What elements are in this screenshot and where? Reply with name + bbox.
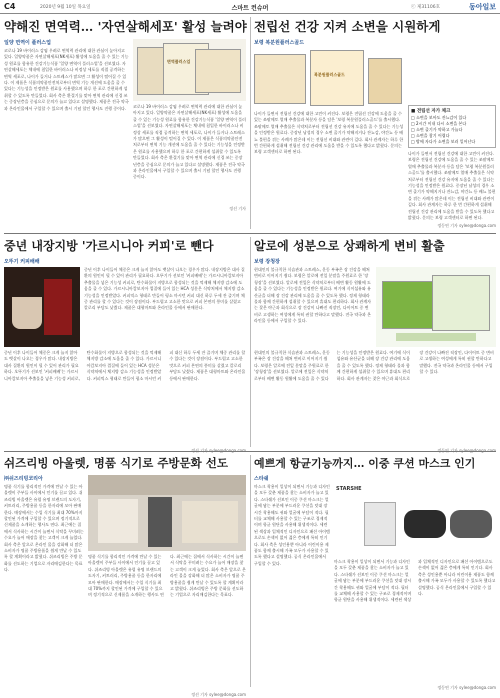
article-body-continued: 코로나 19 바이러스 감염 우려로 면역력 관리에 대한 관심이 높아지고 있다. 일양약품은 자연살해세포(NK세포) 활성에 도움을 줄 수 있는 기능성 원료를 함유한 건강기능식품 '일양 면역이 플러스업'을 선보였다. 자연살해세포는 체내에 침입한 바이러스나 비정상 세포를 직접 공격하는 면역 세포로, 나이가 들거나 스트레스가 많으면 그 활성이 떨어질 수 있다. 이 제품은 식품의약품안전처로부터 면역 기능 개선에 도움을 줄 수 있다는 기능성을 인정받은 원료를 사용했으며 하루 한 포로 간편하게 섭취할 수 있도록 만들었다. 회사 측은 환절기를 맞아 면역 관리에 신경 쓰는 중장년층을 중심으로 문의가 늘고 있다고 설명했다. 제품은 전국 약국과 온라인몰에서 구입할 수 있으며 출시 기념 할인 행사도 진행 중이다.: [133, 104, 247, 180]
product-image: [254, 48, 404, 108]
article-subhead: ㈜쉬즈리빙코리아: [4, 476, 43, 482]
article-immunity: [4, 17, 246, 229]
product-image: [334, 484, 496, 556]
checklist-item: □ 소변 줄기가 약하고 가늘다: [411, 127, 463, 132]
article-body-continued: 마스크 착용이 일상이 되면서 기능과 디자인을 모두 갖춘 제품을 찾는 소비자가 늘고 있다. 스타쉐가 선보인 이중 쿠션 마스크는 얼굴에 닿는 부분에 부드러운 쿠션을 덧대 장시간 착용해도 귀와 얼굴에 부담이 적다. 필터를 교체해 사용할 수 있는 구조로 경제적이며 항균 원단을 사용해 위생적이다. 세련된 색상과 입체적인 디자인으로 패션 아이템으로도 손색이 없어 젊은 층에게 특히 인기다. 회사 측은 성인용뿐 아니라 어린이용 제품도 함께 출시해 가족 모두가 사용할 수 있도록 했다고 설명했다. 공식 온라인몰에서 구입할 수 있다.: [334, 559, 496, 603]
article-subhead: 오뚜기 커피배배: [4, 259, 40, 265]
article-body: 코로나 19 바이러스 감염 우려로 면역력 관리에 대한 관심이 높아지고 있다. 일양약품은 자연살해세포(NK세포) 활성에 도움을 줄 수 있는 기능성 원료를 함유한 건강기능식품 '일양 면역이 플러스업'을 선보였다. 자연살해세포는 체내에 침입한 바이러스나 비정상 세포를 직접 공격하는 면역 세포로, 나이가 들거나 스트레스가 많으면 그 활성이 떨어질 수 있다. 이 제품은 식품의약품안전처로부터 면역 기능 개선에 도움을 줄 수 있다는 기능성을 인정받은 원료를 사용했으며 하루 한 포로 간편하게 섭취할 수 있도록 만들었다. 회사 측은 환절기를 맞아 면역 관리에 신경 쓰는 중장년층을 중심으로 문의가 늘고 있다고 설명했다. 제품은 전국 약국과 온라인몰에서 구입할 수 있으며 출시 기념 할인 행사도 진행 중이다.: [4, 48, 129, 111]
article-subhead: 보령 장청장: [254, 259, 280, 265]
checklist-box: [408, 105, 496, 148]
article-body-continued: 명품 식기를 합리적인 가격에 만날 수 있는 아울렛이 주부들 사이에서 인기를 끌고 있다. 쉬즈리빙 아울렛은 유럽 유명 브랜드의 도자기, 커트러리, 주방용품 등을 한자리에 모아 판매한다. 매장에서는 수입 식기를 최대 70%까지 할인된 가격에 구입할 수 있으며 정기적으로 신제품을 소개하는 행사도 연다. 최근에는 집에서 식사하는 시간이 늘면서 식탁을 꾸미려는 수요가 늘어 매장을 찾는 고객이 크게 늘었다. 회사 측은 앞으로 온라인 몰을 강화해 더 많은 소비자가 명품 주방용품을 쉽게 만날 수 있도록 할 계획이라고 밝혔다. 쉬즈리빙은 주방 문화를 선도하는 기업으로 자리매김한다는 목표다.: [88, 554, 246, 598]
product-image: [376, 267, 496, 347]
product-label: 면역플러스업: [167, 59, 191, 64]
article-body-continued: 현대인의 불규칙한 식습관과 스트레스, 운동 부족은 장 건강을 해쳐 변비로 이어지기 쉽다. 보령은 알로에 전잎 분말을 주원료로 한 '장청장'을 선보였다. 알로에 전잎은 식약처로부터 배변 활동 원활에 도움을 줄 수 있다는 기능성을 인정받은 원료다. 여기에 식이섬유와 유산균을 더해 장 건강 관리에 도움을 줄 수 있도록 했다. 정제 형태라 물과 함께 간편하게 섭취할 수 있으며 휴대도 편리하다. 회사 관계자는 잦은 야근과 회식으로 장 건강이 나빠진 직장인, 다이어트 중 변비로 고생하는 여성에게 특히 권할 만하다고 말했다. 전국 약국과 온라인몰 등에서 구입할 수 있다.: [254, 350, 494, 381]
checklist-item: □ 소변을 참기 어렵다: [411, 133, 450, 138]
article-headline: 약해진 면역력… '자연살해세포' 활성 늘려야: [4, 19, 247, 34]
article-body: 명품 식기를 합리적인 가격에 만날 수 있는 아울렛이 주부들 사이에서 인기를 끌고 있다. 쉬즈리빙 아울렛은 유럽 유명 브랜드의 도자기, 커트러리, 주방용품 등을 한자리에 모아 판매한다. 매장에서는 수입 식기를 최대 70%까지 할인된 가격에 구입할 수 있으며 정기적으로 신제품을 소개하는 행사도 연다. 최근에는 집에서 식사하는 시간이 늘면서 식탁을 꾸미려는 수요가 늘어 매장을 찾는 고객이 크게 늘었다. 회사 측은 앞으로 온라인 몰을 강화해 더 많은 소비자가 명품 주방용품을 쉽게 만날 수 있도록 할 계획이라고 밝혔다. 쉬즈리빙은 주방 문화를 선도하는 기업으로 자리매김한다는 목표다.: [4, 484, 84, 573]
article-byline: 정선 기자 sylee@donga.com: [191, 692, 246, 697]
article-body: 중년 이후 나이들어 체중은 크게 늘지 않아도 뱃살이 나오는 경우가 많다. 내장지방은 대사 질환의 원인이 될 수 있어 관리가 필요하다. 오뚜기가 선보인 '커피배배'는 가르시니아캄보지아 추출물을 넣은 기능성 커피로, 탄수화물이 지방으로 합성되는 것을 억제해 체지방 감소에 도움을 줄 수 있다. 가르시니아캄보지아 껍질에 들어 있는 HCA 성분은 식약처에서 체지방 감소 기능성을 인정받았다. 커피믹스 형태로 만들어 평소 마시던 커피 대신 하루 두세 잔 즐기며 체중 관리를 할 수 있다는 것이 장점이다. 부드럽고 고소한 맛으로 커피 본연의 풍미를 살렸고 칼로리 부담도 낮췄다. 제품은 대형마트와 온라인몰 등에서 판매한다.: [84, 267, 245, 311]
article-body-continued: 나이가 들면서 전립선 건강에 대한 고민이 커진다. 보령은 전립선 건강에 도움을 줄 수 있는 쏘팔메토 열매 추출물과 복분자 등을 담은 '보령 복분원플러스골드'를 출시했다. 쏘팔메토 열매 추출물은 식약처로부터 전립선 건강 유지에 도움을 줄 수 있다는 기능성을 인정받은 원료다. 중장년 남성의 경우 소변 줄기가 약해지거나 잔뇨감, 야간뇨 등 배뇨 불편을 겪는 사례가 많은데 이는 전립선 비대와 관련이 깊다. 회사 관계자는 하루 한 번 간편하게 섭취해 전립선 건강 관리에 도움을 받을 수 있도록 했다고 밝혔다. 문의는 보령 고객센터로 하면 된다.: [408, 151, 496, 221]
article-body: 현대인의 불규칙한 식습관과 스트레스, 운동 부족은 장 건강을 해쳐 변비로 이어지기 쉽다. 보령은 알로에 전잎 분말을 주원료로 한 '장청장'을 선보였다. 알로에 전잎은 식약처로부터 배변 활동 원활에 도움을 줄 수 있다는 기능성을 인정받은 원료다. 여기에 식이섬유와 유산균을 더해 장 건강 관리에 도움을 줄 수 있도록 했다. 정제 형태라 물과 함께 간편하게 섭취할 수 있으며 휴대도 편리하다. 회사 관계자는 잦은 야근과 회식으로 장 건강이 나빠진 직장인, 다이어트 중 변비로 고생하는 여성에게 특히 권할 만하다고 말했다. 전국 약국과 온라인몰 등에서 구입할 수 있다.: [254, 267, 372, 324]
article-headline: 중년 내장지방 '가르시니아 커피'로 뺀다: [4, 239, 214, 253]
article-headline: 쉬즈리빙 아울렛, 명품 식기로 주방문화 선도: [4, 456, 228, 470]
page-header: [0, 0, 500, 14]
article-headline: 예쁘게 항균기능까지… 이중 쿠션 마스크 인기: [254, 457, 476, 470]
page-number: C4: [4, 2, 16, 11]
article-prostate: [254, 17, 496, 229]
article-subhead: 보령 복분원플러스골드: [254, 40, 305, 46]
article-tableware: [4, 455, 246, 697]
article-mask: [254, 455, 496, 689]
article-byline: 정동연 기자 sylee@donga.com: [437, 685, 496, 690]
checklist-item: □ 2시간 이내 다시 소변을 본다: [411, 121, 467, 126]
store-photo: [88, 475, 246, 551]
article-headline: 알로에 성분으로 상쾌하게 변비 활출: [254, 239, 445, 253]
article-body: 마스크 착용이 일상이 되면서 기능과 디자인을 모두 갖춘 제품을 찾는 소비자가 늘고 있다. 스타쉐가 선보인 이중 쿠션 마스크는 얼굴에 닿는 부분에 부드러운 쿠션을 덧대 장시간 착용해도 귀와 얼굴에 부담이 적다. 필터를 교체해 사용할 수 있는 구조로 경제적이며 항균 원단을 사용해 위생적이다. 세련된 색상과 입체적인 디자인으로 패션 아이템으로도 손색이 없어 젊은 층에게 특히 인기다. 회사 측은 성인용뿐 아니라 어린이용 제품도 함께 출시해 가족 모두가 사용할 수 있도록 했다고 설명했다. 공식 온라인몰에서 구입할 수 있다.: [254, 484, 330, 566]
section-title: 스마트 컨슈머: [231, 5, 269, 12]
checklist-title: ■ 전립선 자가 체크: [411, 109, 451, 114]
brand-label: STARSHE: [336, 486, 362, 492]
issue-number: ⓒ 제31106호: [411, 5, 440, 10]
article-body: 나이가 들면서 전립선 건강에 대한 고민이 커진다. 보령은 전립선 건강에 도움을 줄 수 있는 쏘팔메토 열매 추출물과 복분자 등을 담은 '보령 복분원플러스골드'를 출시했다. 쏘팔메토 열매 추출물은 식약처로부터 전립선 건강 유지에 도움을 줄 수 있다는 기능성을 인정받은 원료다. 중장년 남성의 경우 소변 줄기가 약해지거나 잔뇨감, 야간뇨 등 배뇨 불편을 겪는 사례가 많은데 이는 전립선 비대와 관련이 깊다. 회사 관계자는 하루 한 번 간편하게 섭취해 전립선 건강 관리에 도움을 받을 수 있도록 했다고 밝혔다. 문의는 보령 고객센터로 하면 된다.: [254, 111, 404, 155]
article-constipation: [254, 237, 496, 447]
article-byline: 정선 기자: [229, 206, 246, 211]
newspaper-logo: 동아일보: [468, 3, 496, 11]
product-image: [4, 267, 80, 347]
article-body-continued: 중년 이후 나이들어 체중은 크게 늘지 않아도 뱃살이 나오는 경우가 많다. 내장지방은 대사 질환의 원인이 될 수 있어 관리가 필요하다. 오뚜기가 선보인 '커피배배'는 가르시니아캄보지아 추출물을 넣은 기능성 커피로, 탄수화물이 지방으로 합성되는 것을 억제해 체지방 감소에 도움을 줄 수 있다. 가르시니아캄보지아 껍질에 들어 있는 HCA 성분은 식약처에서 체지방 감소 기능성을 인정받았다. 커피믹스 형태로 만들어 평소 마시던 커피 대신 하루 두세 잔 즐기며 체중 관리를 할 수 있다는 것이 장점이다. 부드럽고 고소한 맛으로 커피 본연의 풍미를 살렸고 칼로리 부담도 낮췄다. 제품은 대형마트와 온라인몰 등에서 판매한다.: [4, 350, 246, 381]
article-headline: 전립선 건강 지켜 소변을 시원하게: [254, 19, 441, 34]
article-byline: 정동연 기자 sylee@donga.com: [437, 223, 496, 228]
checklist-item: □ 밤에 자다가 소변을 보러 일어난다: [411, 139, 476, 144]
article-subhead: 일양 면역이 플러스업: [4, 40, 51, 46]
product-label: 복분원플러스골드: [314, 72, 345, 77]
product-image: [133, 39, 246, 101]
checklist-item: □ 소변을 보아도 잔뇨감이 있다: [411, 115, 467, 120]
article-subhead: 스타쉐: [254, 476, 269, 482]
article-coffee: [4, 237, 246, 447]
issue-date: 2020년 9월 10일 목요일: [40, 5, 91, 10]
